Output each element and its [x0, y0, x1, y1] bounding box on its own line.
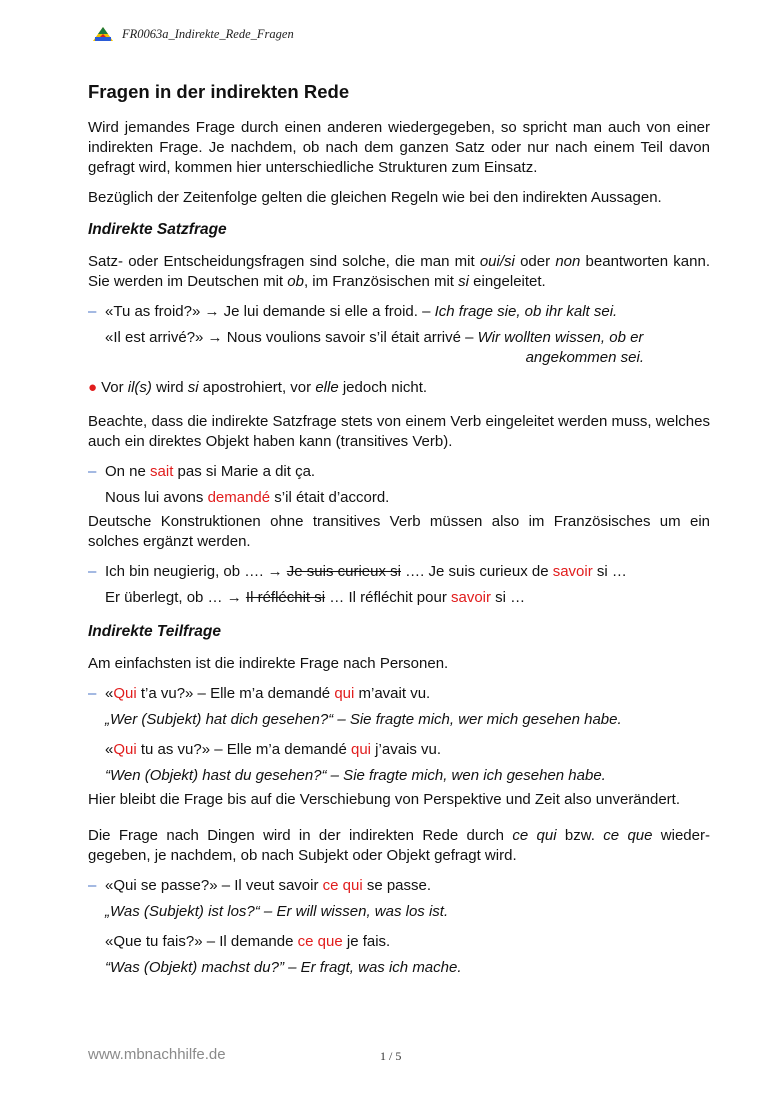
translation-wen-hast-du-gesehen: “Wen (Objekt) hast du gesehen?“ – Sie fragte mich, wen ich gesehen habe.	[105, 767, 606, 784]
heading-indirekte-satzfrage: Indirekte Satzfrage	[88, 221, 227, 238]
translation-was-ist-los: „Was (Subjekt) ist los?“ – Er will wissen, was los ist.	[105, 903, 449, 920]
heading-indirekte-teilfrage: Indirekte Teilfrage	[88, 623, 221, 640]
example-nous-lui-avons: Nous lui avons demandé s’il était d’accord.	[105, 489, 390, 506]
translation-wer-hat-dich-gesehen: „Wer (Subjekt) hat dich gesehen?“ – Sie fragte mich, wer mich gesehen habe.	[105, 711, 622, 728]
teilfrage-paragraph-1: Am einfachsten ist die indirekte Frage nach Personen.	[88, 655, 449, 672]
example-ueberlegt: Er überlegt, ob … → Il réfléchit si … Il réfléchit pour savoir si …	[105, 589, 526, 606]
footer-website: www.mbnachhilfe.de	[88, 1046, 226, 1063]
document-body	[88, 80, 710, 988]
note-apostrophe: ● Vor il(s) wird si apostrohiert, vor elle jedoch nicht.	[88, 379, 428, 396]
intro-paragraph-1: Wird jemandes Frage durch einen anderen wiedergegeben, so spricht man auch von einer indirekten Frage. Je nachdem, ob nach dem ganzen Satz oder nur nach einem Teil davon gefragt wird, kommen hier unterschiedliche Strukturen zum Einsatz.	[88, 119, 710, 176]
satzfrage-paragraph-1: Satz- oder Entscheidungsfragen sind solche, die man mit oui/si oder non beantworten kann. Sie werden im Deutschen mit ob, im Französischen mit si eingeleitet.	[88, 253, 711, 290]
satzfrage-paragraph-2: Beachte, dass die indirekte Satzfrage stets von einem Verb eingeleitet werden muss, welches auch ein direktes Objekt haben kann (transitives Verb).	[88, 413, 710, 450]
satzfrage-paragraph-3: Deutsche Konstruktionen ohne transitives Verb müssen also im Französisches um ein solches ergänzt werden.	[88, 513, 710, 550]
example-qui-tu-as-vu: «Qui tu as vu?» – Elle m’a demandé qui j’avais vu.	[105, 741, 442, 758]
example-il-est-arrive: «Il est arrivé?» → Nous voulions savoir s’il était arrivé – Wir wollten wissen, ob er angekommen sei.	[105, 329, 644, 366]
translation-was-machst-du: “Was (Objekt) machst du?” – Er fragt, was ich mache.	[105, 959, 462, 976]
example-qui-se-passe: – «Qui se passe?» – Il veut savoir ce qui se passe.	[88, 877, 432, 894]
example-que-tu-fais: «Que tu fais?» – Il demande ce que je fais.	[105, 933, 391, 950]
footer-page-number: 1 / 5	[380, 1049, 402, 1063]
intro-paragraph-2: Bezüglich der Zeitenfolge gelten die gleichen Regeln wie bei den indirekten Aussagen.	[88, 189, 662, 206]
example-tu-as-froid: – «Tu as froid?» → Je lui demande si elle a froid. – Ich frage sie, ob ihr kalt sei.	[88, 303, 618, 320]
teilfrage-paragraph-2: Hier bleibt die Frage bis auf die Verschiebung von Perspektive und Zeit also unverändert.	[88, 791, 681, 808]
teilfrage-paragraph-3: Die Frage nach Dingen wird in der indirekten Rede durch ce qui bzw. ce que wieder-gegeben, je nachdem, ob nach Subjekt oder Objekt gefragt wird.	[88, 827, 710, 864]
example-neugierig: – Ich bin neugierig, ob …. → Je suis curieux si …. Je suis curieux de savoir si …	[88, 563, 627, 580]
document-code: FR0063a_Indirekte_Rede_Fragen	[122, 26, 294, 41]
page-title: Fragen in der indirekten Rede	[88, 81, 350, 102]
page-header	[92, 24, 294, 44]
example-on-ne-sait-pas: – On ne sait pas si Marie a dit ça.	[88, 463, 316, 480]
example-qui-ta-vu: – «Qui t’a vu?» – Elle m’a demandé qui m’avait vu.	[88, 685, 431, 702]
logo-icon	[92, 26, 114, 42]
